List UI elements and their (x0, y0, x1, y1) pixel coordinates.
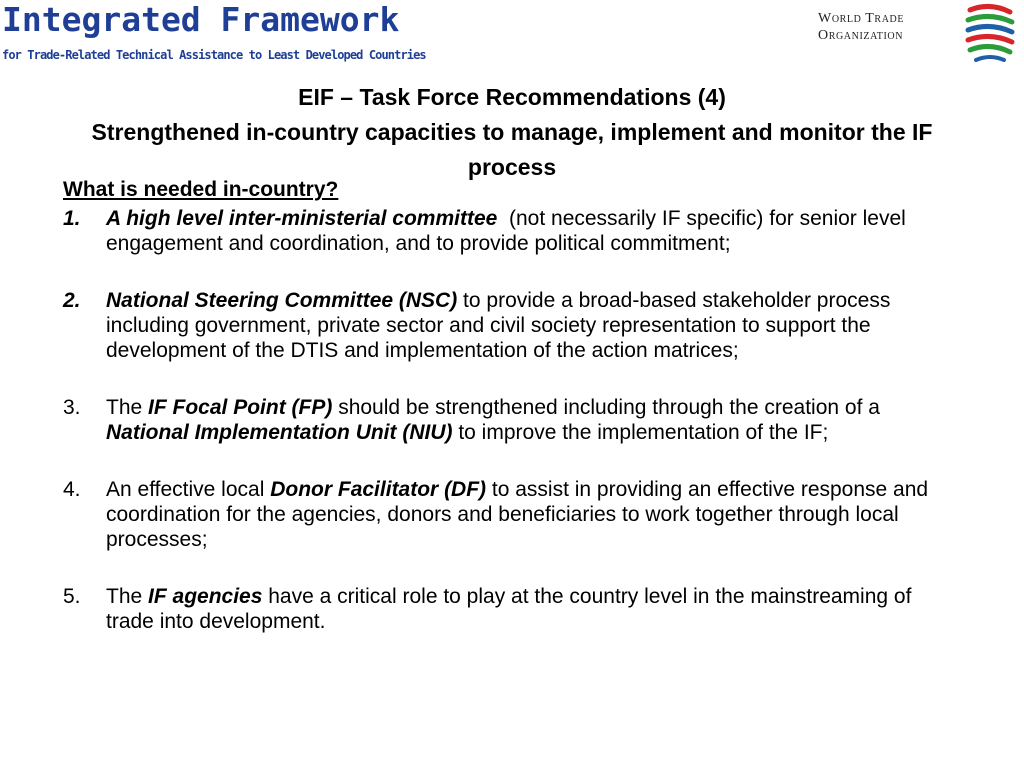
recommendations-list (63, 206, 963, 634)
item-emphasis: A high level inter-ministerial committee (106, 207, 498, 230)
item-number: 4. (63, 478, 81, 501)
slide-title (60, 80, 964, 185)
wto-wordmark-line1: World Trade (818, 11, 905, 26)
item-emphasis: IF Focal Point (FP) (148, 396, 333, 419)
item-text: have a critical role to play at the country level in the mainstreaming of trade into development. (106, 585, 918, 633)
if-logo-title: Integrated Framework (2, 0, 400, 39)
wto-wordmark (818, 10, 904, 44)
item-number: 2. (63, 289, 81, 312)
list-item (63, 584, 963, 634)
slide-body (63, 177, 963, 634)
item-middle: should be strengthened including through the creation of a (332, 396, 886, 419)
item-emphasis: Donor Facilitator (DF) (270, 478, 487, 501)
wto-wordmark-line2: Organization (818, 28, 904, 43)
item-text: to assist in providing an effective response and coordination for the agencies, donors and beneficiaries to work together through local processes; (106, 478, 934, 551)
item-emphasis: IF agencies (148, 585, 263, 608)
item-prefix: The (106, 585, 149, 608)
item-emphasis-2: National Implementation Unit (NIU) (106, 421, 453, 444)
slide-title-line1: EIF – Task Force Recommendations (4) (298, 84, 726, 110)
item-emphasis: National Steering Committee (NSC) (106, 289, 458, 312)
wto-logo (818, 0, 1018, 66)
list-item (63, 206, 963, 256)
item-number: 3. (63, 396, 81, 419)
list-item (63, 288, 963, 363)
item-number: 5. (63, 585, 81, 608)
item-prefix: The (106, 396, 149, 419)
item-text: to improve the implementation of the IF; (452, 421, 829, 444)
integrated-framework-logo (2, 0, 432, 70)
wto-emblem-icon (962, 0, 1018, 64)
if-logo-subtitle: for Trade-Related Technical Assistance to Least Developed Countries (2, 48, 426, 62)
item-number: 1. (63, 207, 81, 230)
item-prefix: An effective local (106, 478, 271, 501)
slide-title-line2: Strengthened in-country capacities to manage, implement and monitor the IF process (91, 119, 933, 180)
section-heading: What is needed in-country? (63, 178, 339, 201)
list-item (63, 395, 963, 445)
list-item (63, 477, 963, 552)
item-text: to provide a broad-based stakeholder process including government, private sector and civil society representation to support the development of the DTIS and implementation of the action matrices; (106, 289, 897, 362)
item-text: (not necessarily IF specific) for senior level engagement and coordination, and to provide political commitment; (106, 207, 912, 255)
